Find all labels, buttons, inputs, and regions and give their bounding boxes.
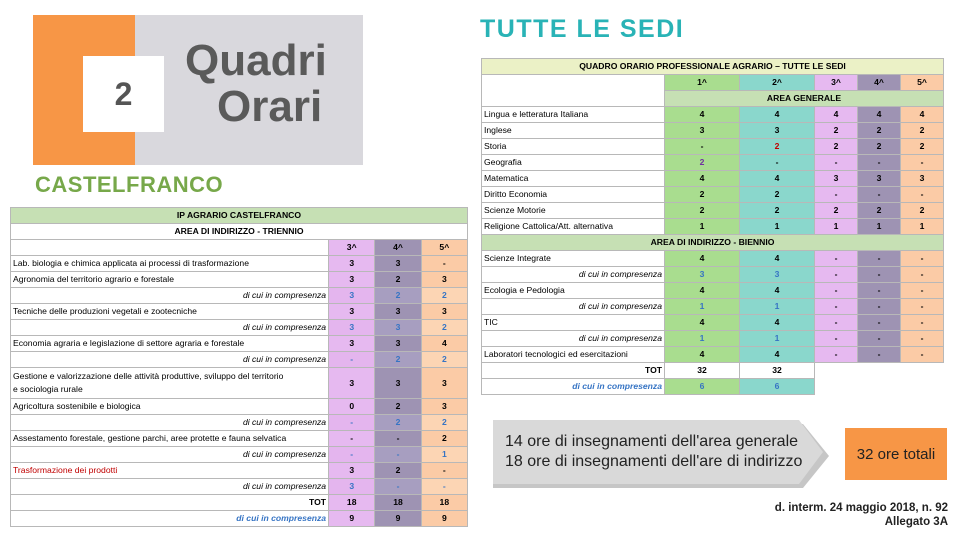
schedule-row <box>11 304 468 320</box>
page-title-line1: Quadri <box>185 36 327 85</box>
left-col-header-4: 4^ <box>375 240 421 256</box>
hours-cell: - <box>375 431 421 447</box>
schedule-row <box>11 336 468 352</box>
subject-label <box>11 368 329 399</box>
schedule-row <box>11 399 468 415</box>
right-col-header-5: 5^ <box>901 75 944 91</box>
hours-cell: - <box>815 283 858 299</box>
schedule-row <box>482 155 944 171</box>
hours-cell: 4 <box>421 336 467 352</box>
hours-cell: 4 <box>740 315 815 331</box>
compresenza-total-cell: 6 <box>665 379 740 395</box>
hours-cell: 3 <box>665 123 740 139</box>
hours-cell: 0 <box>329 399 375 415</box>
subject-label: Lab. biologia e chimica applicata ai processi di trasformazione <box>11 256 329 272</box>
hours-cell: 3 <box>421 272 467 288</box>
hours-cell: 4 <box>665 171 740 187</box>
hours-cell: 3 <box>421 368 467 399</box>
castelfranco-schedule-table <box>10 207 468 527</box>
hours-cell: 1 <box>421 447 467 463</box>
hours-cell: 3 <box>329 479 375 495</box>
hours-cell: 2 <box>740 139 815 155</box>
hours-cell: 4 <box>665 283 740 299</box>
hours-cell: - <box>858 347 901 363</box>
hours-cell: 3 <box>740 123 815 139</box>
hours-cell: 3 <box>329 272 375 288</box>
schedule-row <box>482 331 944 347</box>
hours-cell: 2 <box>421 352 467 368</box>
hours-summary-line1: 14 ore di insegnamenti dell'area generale <box>505 433 799 450</box>
subject-label: Lingua e letteratura Italiana <box>482 107 665 123</box>
compresenza-total-cell: 9 <box>421 511 467 527</box>
hours-cell: 3 <box>329 336 375 352</box>
hours-cell: 3 <box>375 320 421 336</box>
hours-cell: - <box>901 315 944 331</box>
hours-cell: - <box>815 267 858 283</box>
hours-cell: - <box>815 155 858 171</box>
hours-cell: - <box>815 331 858 347</box>
hours-cell: - <box>858 251 901 267</box>
hours-cell: 2 <box>421 288 467 304</box>
hours-cell: 2 <box>858 123 901 139</box>
hours-cell: 3 <box>375 336 421 352</box>
compresenza-label: di cui in compresenza <box>11 352 329 368</box>
schedule-row <box>11 288 468 304</box>
hours-cell: 2 <box>815 139 858 155</box>
hours-cell: 1 <box>665 331 740 347</box>
compresenza-label: di cui in compresenza <box>482 299 665 315</box>
hours-cell: 4 <box>740 251 815 267</box>
compresenza-label: di cui in compresenza <box>11 479 329 495</box>
compresenza-total-cell: 9 <box>375 511 421 527</box>
subject-label-line2: e sociologia rurale <box>13 384 83 394</box>
right-table-title: QUADRO ORARIO PROFESSIONALE AGRARIO – TUTTE LE SEDI <box>482 59 944 75</box>
hours-cell: 3 <box>329 288 375 304</box>
subject-label: Inglese <box>482 123 665 139</box>
hours-cell: 1 <box>740 219 815 235</box>
schedule-row <box>482 219 944 235</box>
subject-label-line1: Gestione e valorizzazione delle attività produttive, sviluppo del territorio <box>13 371 284 381</box>
left-col-header-3: 3^ <box>329 240 375 256</box>
hours-summary-line2: 18 ore di insegnamenti dell'are di indirizzo <box>505 453 803 470</box>
hours-cell: 3 <box>665 267 740 283</box>
right-col-header-2: 2^ <box>740 75 815 91</box>
subject-label: Agronomia del territorio agrario e forestale <box>11 272 329 288</box>
schedule-row <box>482 139 944 155</box>
hours-cell: 3 <box>421 399 467 415</box>
left-table-title: IP AGRARIO CASTELFRANCO <box>11 208 468 224</box>
schedule-row <box>11 431 468 447</box>
hours-cell: 2 <box>665 155 740 171</box>
hours-cell: - <box>421 256 467 272</box>
schedule-row <box>482 299 944 315</box>
schedule-row <box>482 347 944 363</box>
hours-cell: 3 <box>375 256 421 272</box>
compresenza-label: di cui in compresenza <box>11 288 329 304</box>
hours-cell: 2 <box>740 187 815 203</box>
subject-label: Geografia <box>482 155 665 171</box>
hours-cell: - <box>901 187 944 203</box>
hours-cell: 3 <box>375 304 421 320</box>
subject-label: Agricoltura sostenibile e biologica <box>11 399 329 415</box>
subject-label: Assestamento forestale, gestione parchi, aree protette e fauna selvatica <box>11 431 329 447</box>
tot-cell: 18 <box>375 495 421 511</box>
hours-cell: 2 <box>421 415 467 431</box>
right-table-header-blank <box>482 75 665 107</box>
schedule-row <box>11 479 468 495</box>
hours-cell: - <box>740 155 815 171</box>
schedule-row <box>482 203 944 219</box>
hours-cell: 3 <box>901 171 944 187</box>
hours-cell: - <box>815 299 858 315</box>
hours-cell: - <box>665 139 740 155</box>
subject-label: Trasformazione dei prodotti <box>11 463 329 479</box>
hours-cell: 1 <box>740 331 815 347</box>
hours-cell: 2 <box>375 352 421 368</box>
hours-cell: 2 <box>375 415 421 431</box>
tot-label: TOT <box>11 495 329 511</box>
hours-cell: 1 <box>901 219 944 235</box>
compresenza-label: di cui in compresenza <box>11 415 329 431</box>
decree-line2: Allegato 3A <box>884 516 948 528</box>
hours-cell: 3 <box>815 171 858 187</box>
hours-cell: 3 <box>329 256 375 272</box>
location-subtitle: CASTELFRANCO <box>35 172 224 197</box>
hours-cell: 2 <box>421 320 467 336</box>
hours-cell: 2 <box>901 123 944 139</box>
hours-cell: 2 <box>665 203 740 219</box>
schedule-row <box>11 256 468 272</box>
hours-cell: - <box>901 347 944 363</box>
hours-cell: 2 <box>858 203 901 219</box>
compresenza-label: di cui in compresenza <box>482 267 665 283</box>
hours-cell: - <box>815 315 858 331</box>
schedule-row <box>482 171 944 187</box>
schedule-row <box>11 415 468 431</box>
hours-cell: 2 <box>901 203 944 219</box>
hours-cell: 1 <box>858 219 901 235</box>
subject-label: Matematica <box>482 171 665 187</box>
subject-label: Storia <box>482 139 665 155</box>
hours-cell: - <box>421 463 467 479</box>
all-sites-schedule-table <box>481 58 944 395</box>
hours-cell: 1 <box>665 219 740 235</box>
hours-cell: 2 <box>858 139 901 155</box>
right-col-header-3: 3^ <box>815 75 858 91</box>
hours-cell: 2 <box>421 431 467 447</box>
area-generale-header: AREA GENERALE <box>665 91 944 107</box>
compresenza-label: di cui in compresenza <box>11 447 329 463</box>
hours-cell: - <box>901 251 944 267</box>
tot-label: TOT <box>482 363 665 379</box>
hours-cell: - <box>858 315 901 331</box>
hours-cell: 4 <box>815 107 858 123</box>
hours-cell: 4 <box>665 107 740 123</box>
right-col-header-4: 4^ <box>858 75 901 91</box>
compresenza-label: di cui in compresenza <box>11 320 329 336</box>
subject-label: Diritto Economia <box>482 187 665 203</box>
hours-cell: 2 <box>375 288 421 304</box>
hours-cell: 2 <box>375 399 421 415</box>
empty-cell <box>815 379 944 395</box>
all-sites-title: TUTTE LE SEDI <box>480 15 685 43</box>
compresenza-total-label: di cui in compresenza <box>482 379 665 395</box>
page-title <box>185 38 327 130</box>
hours-cell: 4 <box>665 315 740 331</box>
subject-label: Scienze Motorie <box>482 203 665 219</box>
hours-cell: - <box>815 187 858 203</box>
schedule-row <box>11 447 468 463</box>
hours-cell: 2 <box>815 123 858 139</box>
hours-cell: - <box>815 251 858 267</box>
hours-cell: - <box>901 299 944 315</box>
hours-cell: 4 <box>740 171 815 187</box>
subject-label: Laboratori tecnologici ed esercitazioni <box>482 347 665 363</box>
hours-cell: - <box>329 431 375 447</box>
empty-cell <box>815 363 944 379</box>
hours-cell: 4 <box>901 107 944 123</box>
subject-label: TIC <box>482 315 665 331</box>
schedule-row <box>11 368 468 399</box>
hours-summary-text <box>505 432 802 472</box>
subject-label: Scienze Integrate <box>482 251 665 267</box>
hours-cell: - <box>375 479 421 495</box>
hours-cell: - <box>901 331 944 347</box>
hours-cell: 2 <box>901 139 944 155</box>
schedule-row <box>482 267 944 283</box>
hours-cell: - <box>375 447 421 463</box>
hours-cell: - <box>901 283 944 299</box>
hours-cell: 2 <box>375 463 421 479</box>
hours-cell: 3 <box>329 320 375 336</box>
hours-cell: 3 <box>329 368 375 399</box>
subject-label: Religione Cattolica/Att. alternativa <box>482 219 665 235</box>
hours-cell: 2 <box>665 187 740 203</box>
hours-cell: - <box>858 299 901 315</box>
hours-cell: 3 <box>329 304 375 320</box>
hours-cell: 1 <box>815 219 858 235</box>
schedule-row <box>482 187 944 203</box>
schedule-row <box>11 272 468 288</box>
hours-cell: 2 <box>815 203 858 219</box>
hours-cell: 4 <box>665 347 740 363</box>
area-biennio-header: AREA DI INDIRIZZO - BIENNIO <box>482 235 944 251</box>
hours-cell: - <box>858 331 901 347</box>
hours-cell: 4 <box>740 283 815 299</box>
schedule-row <box>11 320 468 336</box>
compresenza-total-cell: 9 <box>329 511 375 527</box>
hours-cell: 3 <box>375 368 421 399</box>
hours-cell: 1 <box>740 299 815 315</box>
schedule-row <box>482 251 944 267</box>
page-title-line2: Orari <box>217 82 323 131</box>
hours-cell: - <box>329 447 375 463</box>
schedule-row <box>11 463 468 479</box>
total-hours-box: 32 ore totali <box>845 428 947 480</box>
hours-cell: - <box>329 415 375 431</box>
hours-cell: - <box>858 187 901 203</box>
decree-line1: d. interm. 24 maggio 2018, n. 92 <box>774 502 948 514</box>
left-table-header-blank <box>11 240 329 256</box>
right-col-header-1: 1^ <box>665 75 740 91</box>
hours-cell: 3 <box>858 171 901 187</box>
tot-cell: 32 <box>665 363 740 379</box>
hours-cell: 4 <box>665 251 740 267</box>
left-table-area: AREA DI INDIRIZZO - TRIENNIO <box>11 224 468 240</box>
schedule-row <box>482 123 944 139</box>
hours-cell: 4 <box>740 107 815 123</box>
hours-cell: - <box>901 155 944 171</box>
left-col-header-5: 5^ <box>421 240 467 256</box>
hours-cell: 3 <box>421 304 467 320</box>
hours-cell: - <box>858 155 901 171</box>
hours-cell: 3 <box>740 267 815 283</box>
hours-cell: - <box>421 479 467 495</box>
hours-cell: 1 <box>665 299 740 315</box>
tot-cell: 18 <box>421 495 467 511</box>
hours-cell: - <box>858 267 901 283</box>
hours-cell: - <box>901 267 944 283</box>
hours-cell: - <box>815 347 858 363</box>
schedule-row <box>482 315 944 331</box>
subject-label: Tecniche delle produzioni vegetali e zootecniche <box>11 304 329 320</box>
hours-cell: 4 <box>740 347 815 363</box>
schedule-row <box>482 107 944 123</box>
hours-cell: 2 <box>740 203 815 219</box>
tot-cell: 18 <box>329 495 375 511</box>
compresenza-total-cell: 6 <box>740 379 815 395</box>
hours-cell: - <box>329 352 375 368</box>
decree-reference <box>700 501 948 529</box>
section-number: 2 <box>83 56 164 132</box>
subject-label: Economia agraria e legislazione di settore agraria e forestale <box>11 336 329 352</box>
hours-cell: 3 <box>329 463 375 479</box>
hours-cell: 2 <box>375 272 421 288</box>
schedule-row <box>482 283 944 299</box>
compresenza-total-label: di cui in compresenza <box>11 511 329 527</box>
compresenza-label: di cui in compresenza <box>482 331 665 347</box>
schedule-row <box>11 352 468 368</box>
tot-cell: 32 <box>740 363 815 379</box>
hours-cell: - <box>858 283 901 299</box>
subject-label: Ecologia e Pedologia <box>482 283 665 299</box>
hours-cell: 4 <box>858 107 901 123</box>
